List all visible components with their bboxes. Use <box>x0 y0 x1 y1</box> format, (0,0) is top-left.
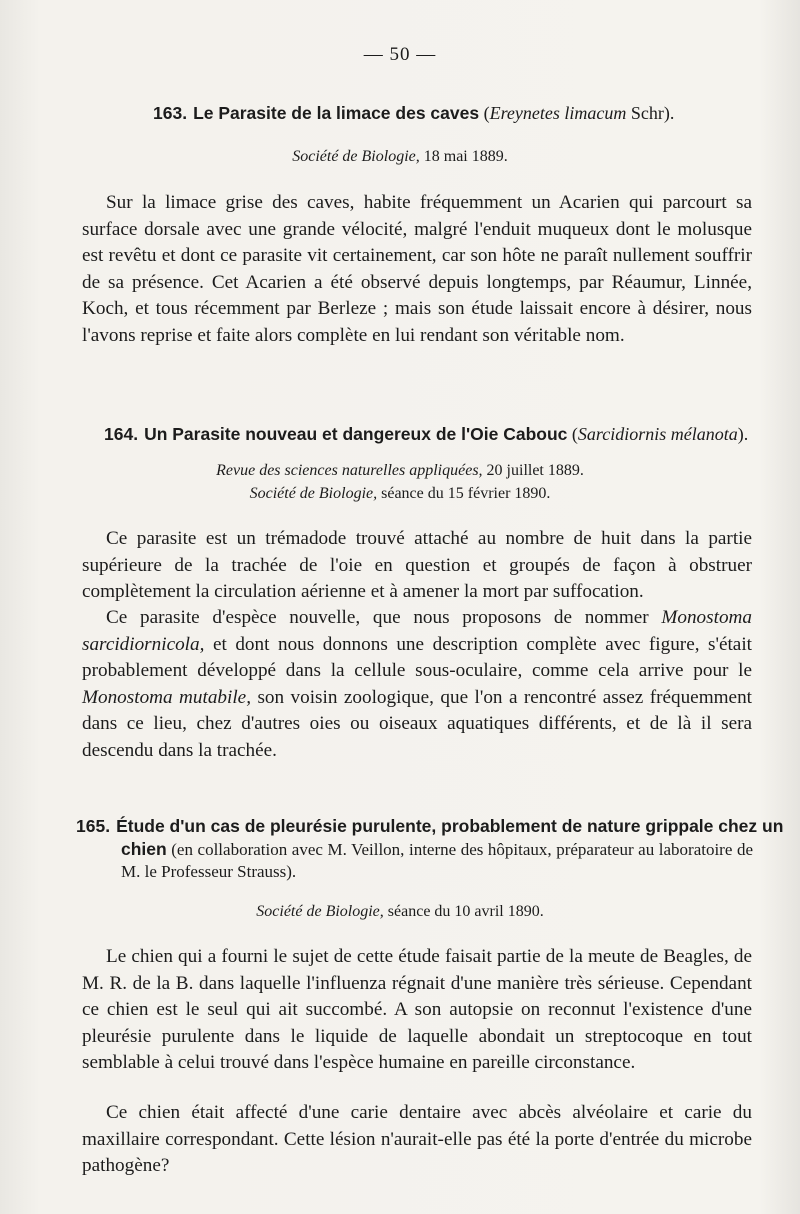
section-164-source-2 <box>0 483 800 505</box>
latin-name: Sarcidiornis mélanota <box>577 424 738 444</box>
section-164-paragraph-1: Ce parasite est un trémadode trouvé attaché au nombre de huit dans la partie supérieure de la trachée de l'oie en question et groupés de façon à obstruer complètement la circulation aérienne et à amener la mort par suffocation. <box>82 528 752 602</box>
section-165-paragraph-1: Le chien qui a fourni le sujet de cette étude faisait partie de la meute de Beagles, de M. R. de la B. dans laquelle l'influenza régnait d'une manière très sérieuse. Cependant ce chien est le seul qui ait succombé. A son autopsie on reconnut l'existence d'une pleurésie purulente dans le liquide de laquelle abondait un streptocoque en tout semblable à celui trouvé dans l'espèce humaine en pareille circonstance. <box>82 946 752 1073</box>
section-title-text: Un Parasite nouveau et dangereux de l'Oie Cabouc <box>144 424 568 444</box>
paren-open: ( <box>479 103 490 123</box>
latin-name: Ereynetes limacum <box>489 103 627 123</box>
source-date: séance du 15 février 1890. <box>381 485 551 502</box>
section-165-title-continuation <box>121 838 753 883</box>
section-163-source <box>0 146 800 168</box>
section-165-title <box>76 813 783 839</box>
section-number: 163. <box>153 103 188 123</box>
paren-open: ( <box>567 424 578 444</box>
source-date: 18 mai 1889. <box>423 148 508 165</box>
source-journal: Société de Biologie, <box>249 485 378 502</box>
source-journal: Société de Biologie, <box>256 903 384 920</box>
source-date: séance du 10 avril 1890. <box>387 903 544 920</box>
latin-name: Monostoma sarcidiornicola, <box>82 607 752 655</box>
section-number: 165. <box>76 816 111 836</box>
section-number: 164. <box>104 424 139 444</box>
source-journal: Revue des sciences naturelles appliquées, <box>216 462 483 479</box>
section-164-source-1 <box>0 460 800 482</box>
section-164-title <box>104 421 748 447</box>
section-163-paragraph: Sur la limace grise des caves, habite fréquemment un Acarien qui parcourt sa surface dorsale avec une grande vélocité, malgré l'enduit muqueux dont le molusque est revêtu et dont ce parasite vit certainement, car son hôte ne paraît nullement souffrir de sa présence. Cet Acarien a été observé depuis longtemps, par Réaumur, Linnée, Koch, et tous récemment par Berleze ; mais son étude laissait encore à désirer, nous l'avons reprise et faite alors complète en lui rendant son véritable nom. <box>82 192 752 346</box>
section-163-title <box>153 100 674 126</box>
latin-name: Monostoma mutabile, <box>82 686 251 708</box>
collaboration-note: (en collaboration avec M. Veillon, interne des hôpitaux, préparateur au laboratoire de M. le Professeur Strauss). <box>121 840 753 881</box>
section-164-paragraph-2: Ce parasite d'espèce nouvelle, que nous proposons de nommer Monostoma sarcidiornicola, et dont nous donnons une description complète avec figure, s'était probablement développé dans la cellule sous-oculaire, comme cela arrive pour le Monostoma mutabile, son voisin zoologique, que l'on a rencontré assez fréquemment dans ce lieu, chez d'autres oies ou oiseaux aquatiques différents, et de là il sera descendu dans la trachée. <box>82 607 752 761</box>
section-165-paragraph-2: Ce chien était affecté d'une carie dentaire avec abcès alvéolaire et carie du maxillaire correspondant. Cette lésion n'aurait-elle pas été la porte d'entrée du microbe pathogène? <box>82 1102 752 1176</box>
source-date: 20 juillet 1889. <box>486 462 584 479</box>
page-number: — 50 — <box>363 44 437 65</box>
section-title-text: chien <box>121 839 167 859</box>
section-165-source <box>0 901 800 923</box>
section-title-text: Étude d'un cas de pleurésie purulente, probablement de nature grippale chez un <box>116 816 784 836</box>
title-after: Schr). <box>626 103 675 123</box>
section-title-text: Le Parasite de la limace des caves <box>193 103 480 123</box>
title-after: ). <box>737 424 749 444</box>
source-journal: Société de Biologie, <box>292 148 420 165</box>
